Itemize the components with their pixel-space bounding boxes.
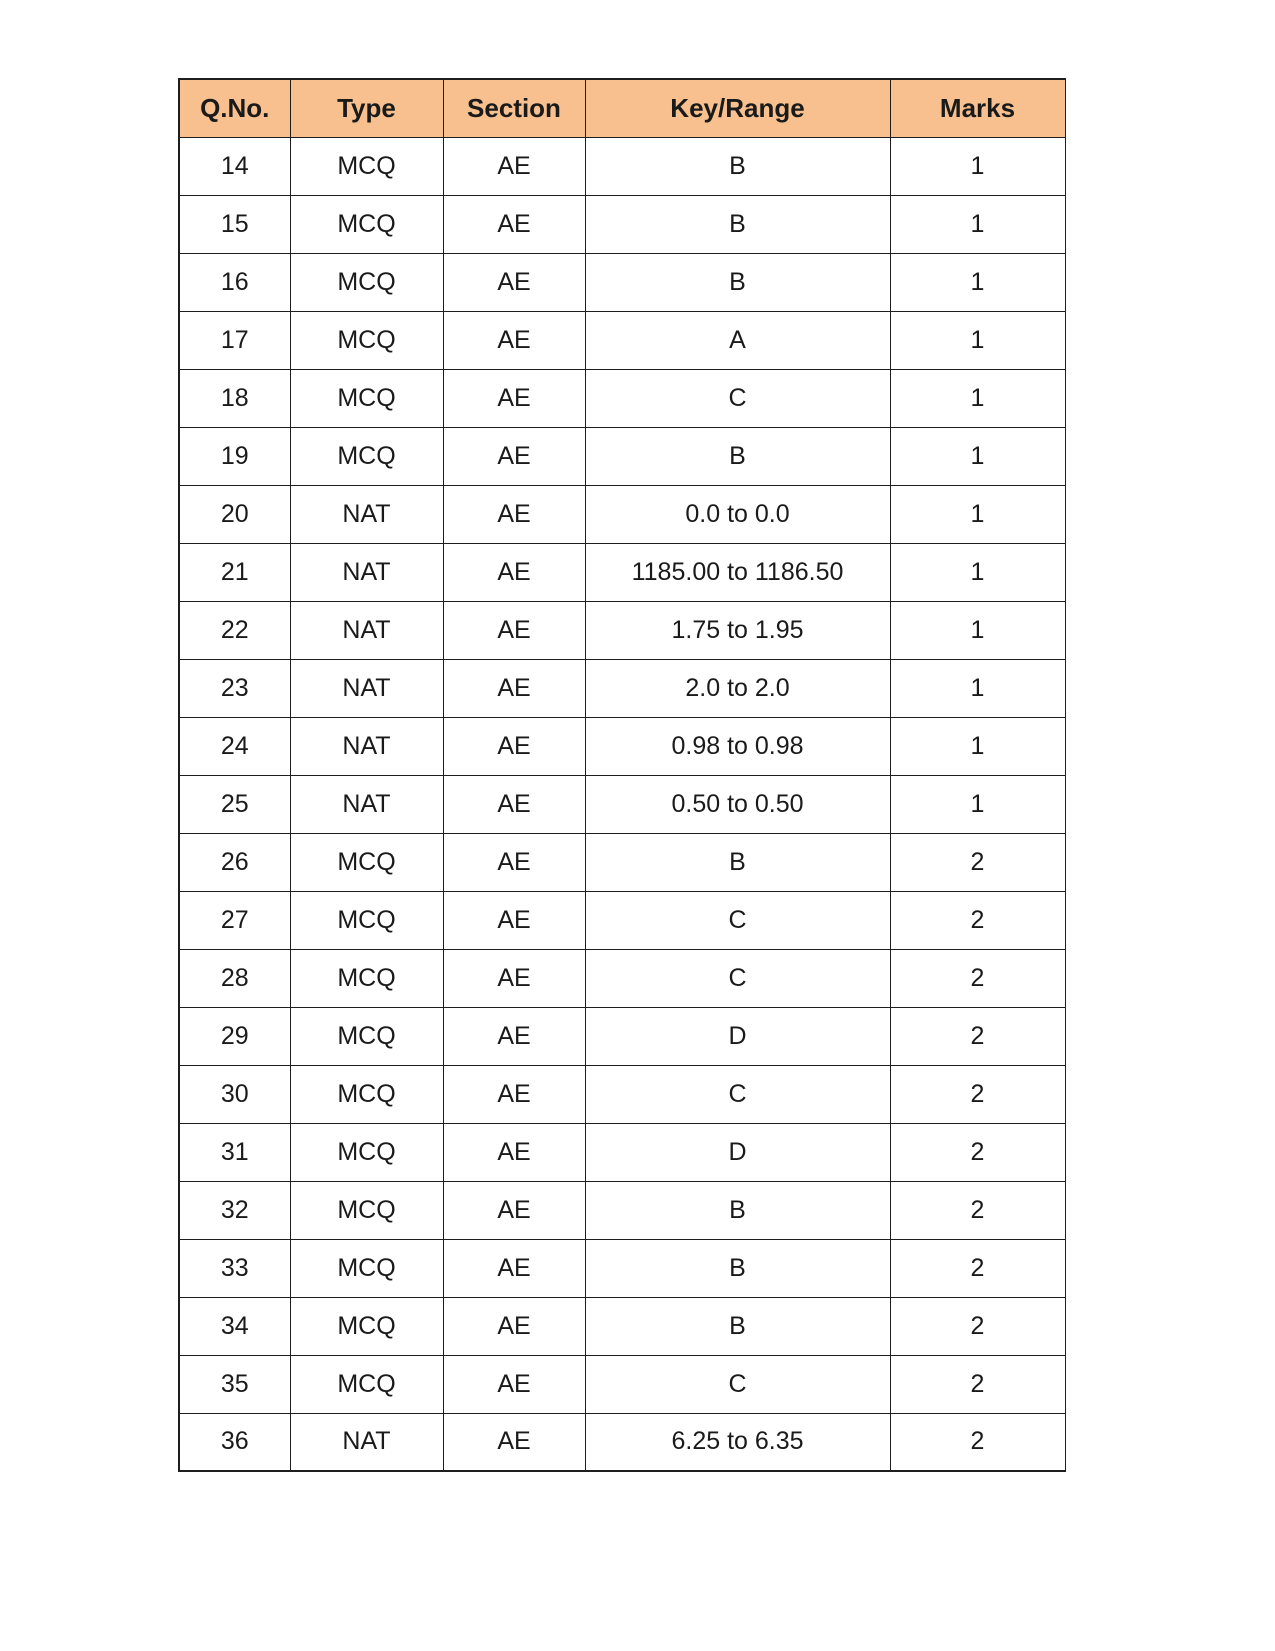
cell-key-range: C (585, 369, 890, 427)
cell-section: AE (443, 659, 585, 717)
cell-marks: 2 (890, 1007, 1065, 1065)
cell-marks: 1 (890, 775, 1065, 833)
cell-type: MCQ (290, 1297, 443, 1355)
table-row (179, 775, 1065, 833)
table-row (179, 1355, 1065, 1413)
cell-section: AE (443, 1007, 585, 1065)
table-row (179, 1413, 1065, 1471)
cell-marks: 1 (890, 369, 1065, 427)
cell-key-range: B (585, 1239, 890, 1297)
cell-type: MCQ (290, 891, 443, 949)
cell-section: AE (443, 253, 585, 311)
cell-key-range: B (585, 1181, 890, 1239)
cell-qno: 15 (179, 195, 290, 253)
cell-key-range: C (585, 1065, 890, 1123)
header-key-range: Key/Range (585, 79, 890, 137)
cell-marks: 1 (890, 659, 1065, 717)
table-row (179, 195, 1065, 253)
cell-qno: 18 (179, 369, 290, 427)
table-row (179, 253, 1065, 311)
cell-type: MCQ (290, 949, 443, 1007)
table-row (179, 717, 1065, 775)
cell-key-range: C (585, 1355, 890, 1413)
cell-qno: 34 (179, 1297, 290, 1355)
cell-marks: 1 (890, 253, 1065, 311)
table-header-row (179, 79, 1065, 137)
cell-marks: 1 (890, 311, 1065, 369)
cell-section: AE (443, 427, 585, 485)
header-section: Section (443, 79, 585, 137)
table-row (179, 833, 1065, 891)
cell-qno: 17 (179, 311, 290, 369)
header-qno: Q.No. (179, 79, 290, 137)
cell-marks: 1 (890, 485, 1065, 543)
cell-type: NAT (290, 543, 443, 601)
cell-section: AE (443, 1123, 585, 1181)
table-row (179, 427, 1065, 485)
cell-type: MCQ (290, 311, 443, 369)
table-body (179, 137, 1065, 1471)
cell-section: AE (443, 949, 585, 1007)
cell-type: MCQ (290, 1181, 443, 1239)
cell-section: AE (443, 1413, 585, 1471)
cell-key-range: C (585, 949, 890, 1007)
cell-marks: 1 (890, 137, 1065, 195)
cell-type: MCQ (290, 1355, 443, 1413)
cell-key-range: 0.0 to 0.0 (585, 485, 890, 543)
cell-type: NAT (290, 659, 443, 717)
cell-marks: 2 (890, 1181, 1065, 1239)
cell-key-range: A (585, 311, 890, 369)
cell-qno: 32 (179, 1181, 290, 1239)
answer-key-table (178, 78, 1066, 1472)
cell-section: AE (443, 1297, 585, 1355)
cell-marks: 2 (890, 891, 1065, 949)
cell-qno: 27 (179, 891, 290, 949)
cell-section: AE (443, 137, 585, 195)
cell-key-range: 1.75 to 1.95 (585, 601, 890, 659)
cell-key-range: D (585, 1123, 890, 1181)
cell-key-range: 0.98 to 0.98 (585, 717, 890, 775)
cell-section: AE (443, 891, 585, 949)
table-row (179, 1065, 1065, 1123)
cell-marks: 1 (890, 601, 1065, 659)
cell-marks: 2 (890, 1065, 1065, 1123)
cell-qno: 35 (179, 1355, 290, 1413)
cell-qno: 20 (179, 485, 290, 543)
cell-type: MCQ (290, 137, 443, 195)
table-row (179, 1007, 1065, 1065)
cell-key-range: 0.50 to 0.50 (585, 775, 890, 833)
cell-section: AE (443, 485, 585, 543)
cell-marks: 2 (890, 1355, 1065, 1413)
cell-section: AE (443, 601, 585, 659)
cell-marks: 2 (890, 1123, 1065, 1181)
cell-marks: 2 (890, 1297, 1065, 1355)
cell-key-range: D (585, 1007, 890, 1065)
cell-marks: 1 (890, 543, 1065, 601)
cell-section: AE (443, 717, 585, 775)
cell-type: NAT (290, 775, 443, 833)
table-row (179, 949, 1065, 1007)
cell-section: AE (443, 1065, 585, 1123)
cell-qno: 21 (179, 543, 290, 601)
cell-type: NAT (290, 601, 443, 659)
table-row (179, 1181, 1065, 1239)
cell-section: AE (443, 1239, 585, 1297)
cell-qno: 19 (179, 427, 290, 485)
table-row (179, 1123, 1065, 1181)
cell-qno: 16 (179, 253, 290, 311)
cell-type: MCQ (290, 1007, 443, 1065)
cell-type: MCQ (290, 1123, 443, 1181)
table-row (179, 1297, 1065, 1355)
cell-qno: 29 (179, 1007, 290, 1065)
cell-type: NAT (290, 485, 443, 543)
table-row (179, 659, 1065, 717)
cell-marks: 2 (890, 1239, 1065, 1297)
cell-marks: 2 (890, 1413, 1065, 1471)
table-row (179, 369, 1065, 427)
table-row (179, 1239, 1065, 1297)
cell-qno: 25 (179, 775, 290, 833)
cell-qno: 28 (179, 949, 290, 1007)
cell-type: MCQ (290, 1239, 443, 1297)
table-row (179, 891, 1065, 949)
cell-key-range: B (585, 427, 890, 485)
cell-qno: 26 (179, 833, 290, 891)
header-marks: Marks (890, 79, 1065, 137)
cell-type: MCQ (290, 833, 443, 891)
cell-qno: 22 (179, 601, 290, 659)
cell-marks: 2 (890, 949, 1065, 1007)
cell-key-range: B (585, 195, 890, 253)
table-row (179, 137, 1065, 195)
cell-section: AE (443, 195, 585, 253)
header-type: Type (290, 79, 443, 137)
cell-type: NAT (290, 1413, 443, 1471)
cell-section: AE (443, 369, 585, 427)
cell-qno: 36 (179, 1413, 290, 1471)
cell-qno: 33 (179, 1239, 290, 1297)
cell-section: AE (443, 543, 585, 601)
cell-qno: 30 (179, 1065, 290, 1123)
cell-section: AE (443, 1355, 585, 1413)
table-row (179, 311, 1065, 369)
cell-key-range: 6.25 to 6.35 (585, 1413, 890, 1471)
cell-section: AE (443, 833, 585, 891)
cell-marks: 2 (890, 833, 1065, 891)
cell-type: MCQ (290, 427, 443, 485)
cell-section: AE (443, 775, 585, 833)
cell-marks: 1 (890, 195, 1065, 253)
cell-type: NAT (290, 717, 443, 775)
cell-type: MCQ (290, 195, 443, 253)
cell-key-range: B (585, 137, 890, 195)
cell-type: MCQ (290, 1065, 443, 1123)
table-row (179, 601, 1065, 659)
table-row (179, 485, 1065, 543)
cell-key-range: C (585, 891, 890, 949)
table-row (179, 543, 1065, 601)
cell-qno: 31 (179, 1123, 290, 1181)
cell-marks: 1 (890, 427, 1065, 485)
cell-key-range: 2.0 to 2.0 (585, 659, 890, 717)
cell-qno: 14 (179, 137, 290, 195)
cell-marks: 1 (890, 717, 1065, 775)
cell-key-range: B (585, 253, 890, 311)
cell-key-range: B (585, 833, 890, 891)
cell-section: AE (443, 1181, 585, 1239)
cell-qno: 24 (179, 717, 290, 775)
cell-qno: 23 (179, 659, 290, 717)
cell-key-range: 1185.00 to 1186.50 (585, 543, 890, 601)
cell-type: MCQ (290, 253, 443, 311)
cell-section: AE (443, 311, 585, 369)
cell-type: MCQ (290, 369, 443, 427)
cell-key-range: B (585, 1297, 890, 1355)
